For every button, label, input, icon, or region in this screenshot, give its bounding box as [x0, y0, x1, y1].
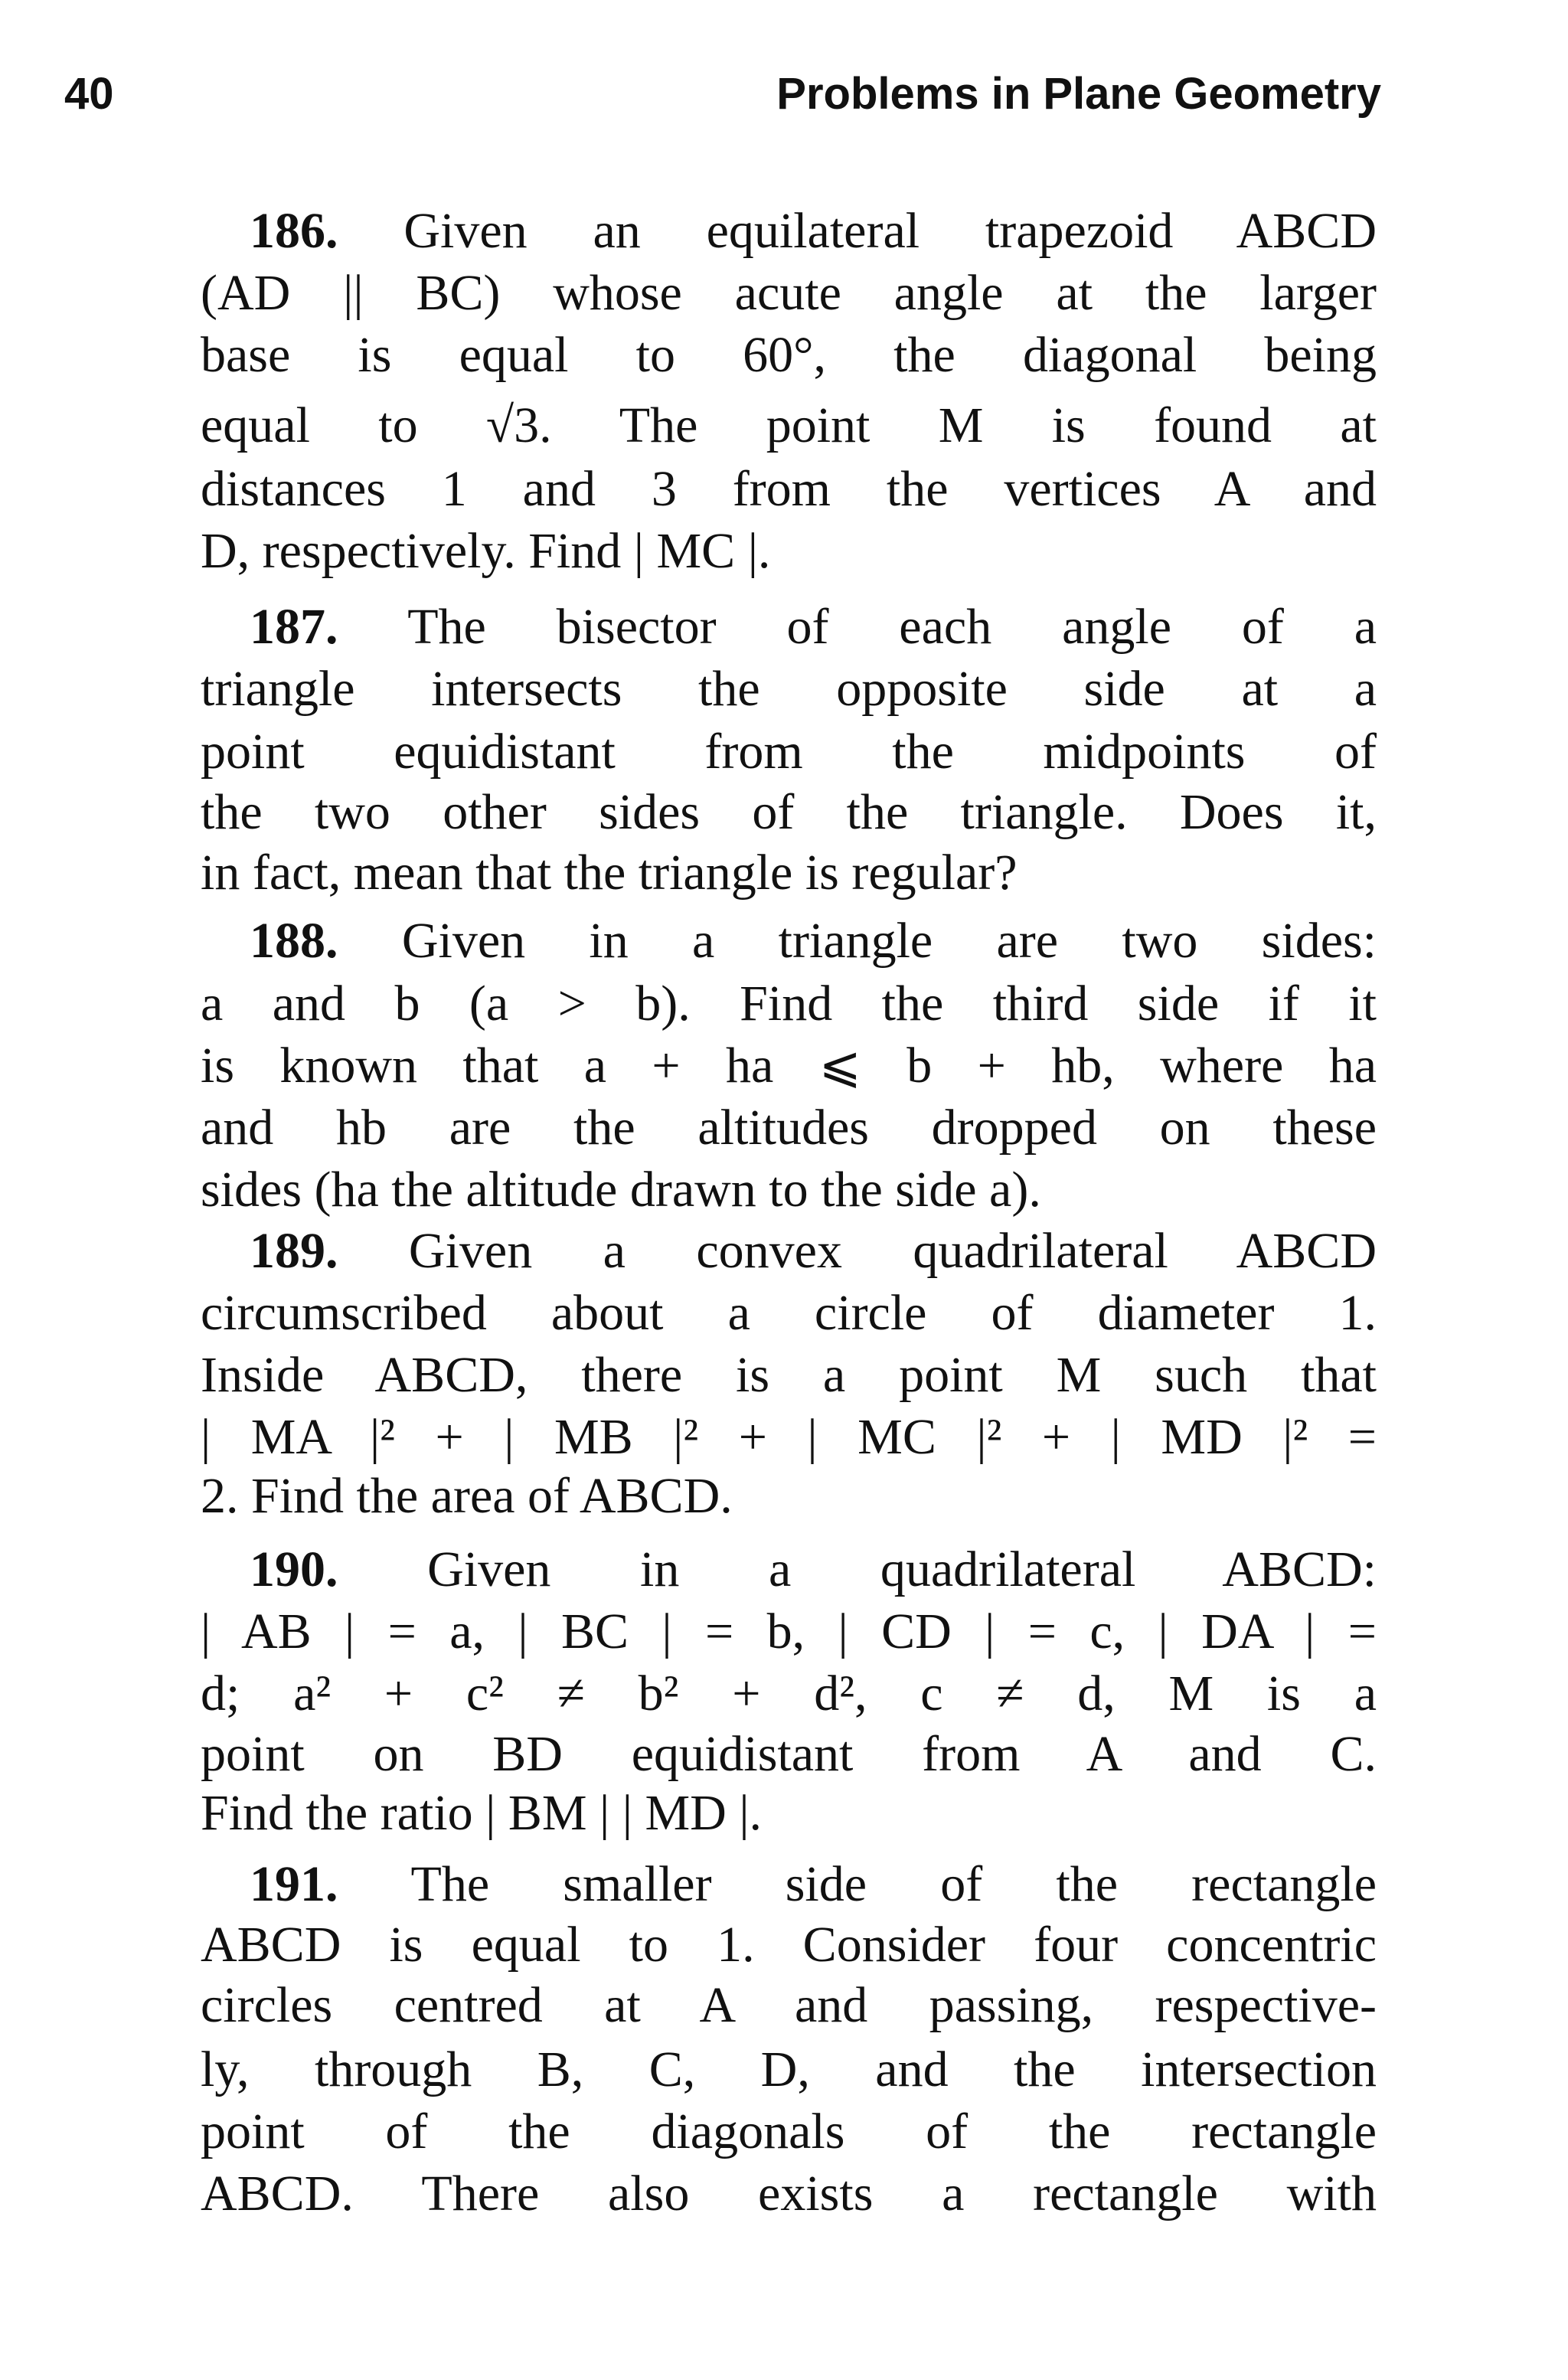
problem-186-text: Given an equilateral trapezoid ABCD [403, 203, 1377, 259]
problem-191-line-4: ly, through B, C, D, and the intersection [201, 2042, 1377, 2097]
page-header [64, 67, 1381, 121]
problem-187-line-5: in fact, mean that the triangle is regular? [201, 845, 1018, 901]
problem-191-line-2: ABCD is equal to 1. Consider four concentric [201, 1917, 1377, 1973]
problem-187-line-3: point equidistant from the midpoints of [201, 724, 1377, 780]
problem-191-line-3: circles centred at A and passing, respective- [201, 1977, 1377, 2033]
problem-190-line-5: Find the ratio | BM | | MD |. [201, 1785, 763, 1841]
problem-189-text: Given a convex quadrilateral ABCD [408, 1223, 1377, 1279]
problem-number: 188. [250, 913, 338, 969]
problem-188-line-2: a and b (a > b). Find the third side if it [201, 976, 1377, 1031]
problem-188-line-1 [250, 910, 1377, 972]
problem-189-line-4: | MA |² + | MB |² + | MC |² + | MD |² = [201, 1409, 1377, 1465]
problem-191-text: The smaller side of the rectangle [410, 1856, 1377, 1912]
problem-186-line-4: equal to √3. The point M is found at [201, 397, 1377, 453]
problem-190-line-1 [250, 1539, 1377, 1600]
problem-number: 187. [250, 599, 338, 655]
problem-188-line-5: sides (ha the altitude drawn to the side a). [201, 1162, 1041, 1218]
problem-186-line-1 [250, 201, 1377, 262]
problem-188-line-4: and hb are the altitudes dropped on these [201, 1100, 1377, 1156]
problem-191-line-1 [250, 1854, 1377, 1915]
problem-190-line-4: point on BD equidistant from A and C. [201, 1726, 1377, 1782]
problem-189-line-1 [250, 1221, 1377, 1282]
problem-188-line-3: is known that a + ha ⩽ b + hb, where ha [201, 1038, 1377, 1094]
problem-186-line-6: D, respectively. Find | MC |. [201, 523, 771, 579]
problem-189-line-5: 2. Find the area of ABCD. [201, 1468, 733, 1524]
problem-191-line-5: point of the diagonals of the rectangle [201, 2104, 1377, 2159]
problem-189-line-2: circumscribed about a circle of diameter 1. [201, 1285, 1377, 1341]
problem-190-line-2: | AB | = a, | BC | = b, | CD | = c, | DA | = [201, 1604, 1377, 1659]
problem-186-line-5: distances 1 and 3 from the vertices A and [201, 461, 1377, 517]
problem-187-text: The bisector of each angle of a [407, 599, 1377, 655]
problem-191-line-6: ABCD. There also exists a rectangle with [201, 2166, 1377, 2221]
page-number: 40 [64, 69, 114, 119]
problem-number: 191. [250, 1856, 338, 1912]
problem-187-line-2: triangle intersects the opposite side at a [201, 661, 1377, 717]
problem-186-line-2: (AD || BC) whose acute angle at the larger [201, 265, 1377, 321]
problem-189-line-3: Inside ABCD, there is a point M such that [201, 1347, 1377, 1403]
problem-number: 190. [250, 1541, 338, 1597]
problem-187-line-1 [250, 597, 1377, 658]
problem-190-text: Given in a quadrilateral ABCD: [427, 1541, 1377, 1597]
problem-187-line-4: the two other sides of the triangle. Does it, [201, 784, 1377, 840]
problem-186-line-3: base is equal to 60°, the diagonal being [201, 327, 1377, 383]
problem-number: 186. [250, 203, 338, 259]
running-title: Problems in Plane Geometry [776, 69, 1381, 119]
problem-188-text: Given in a triangle are two sides: [401, 913, 1377, 969]
problem-190-line-3: d; a² + c² ≠ b² + d², c ≠ d, M is a [201, 1666, 1377, 1721]
problem-number: 189. [250, 1223, 338, 1279]
